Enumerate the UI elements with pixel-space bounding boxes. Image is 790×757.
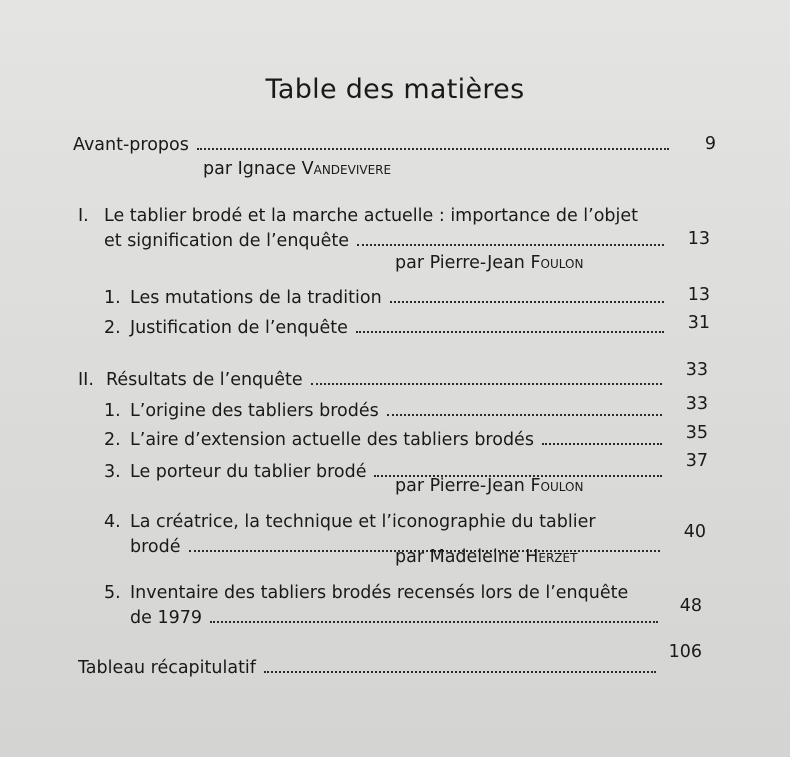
toc-entry-tableau[interactable]: [78, 657, 662, 679]
toc-entry-2-2[interactable]: [104, 429, 668, 451]
toc-entry-2-1[interactable]: [104, 400, 668, 422]
page-number: 37: [685, 451, 708, 471]
author-prefix: par Madeleine: [395, 547, 526, 567]
page-number: 33: [685, 394, 708, 414]
toc-entry-2-5[interactable]: [104, 582, 628, 604]
entry-label: L’origine des tabliers brodés: [130, 401, 379, 421]
item-number: 3.: [104, 462, 121, 482]
toc-entry-section-2[interactable]: [78, 369, 668, 391]
dot-leader: [210, 621, 658, 623]
dot-leader: [387, 414, 662, 416]
page-number: 40: [683, 522, 706, 542]
section-number: I.: [78, 206, 89, 226]
toc-entry-2-4[interactable]: [104, 511, 596, 533]
author-name: Foulon: [530, 476, 584, 496]
page-number: 13: [687, 229, 710, 249]
page-number: 48: [679, 596, 702, 616]
item-number: 4.: [104, 512, 121, 532]
author-name: Herzet: [525, 547, 578, 567]
dot-leader: [197, 148, 669, 150]
page-number: 13: [687, 285, 710, 305]
toc-entry-section-1[interactable]: [78, 205, 638, 227]
entry-label-line2: et signification de l’enquête: [104, 231, 349, 251]
entry-label: Justification de l’enquête: [130, 318, 348, 338]
entry-label-line2: de 1979: [130, 608, 202, 628]
entry-label-line1: La créatrice, la technique et l’iconographie du tablier: [130, 512, 596, 532]
item-number: 1.: [104, 401, 121, 421]
dot-leader: [356, 331, 664, 333]
item-number: 2.: [104, 318, 121, 338]
dot-leader: [311, 383, 662, 385]
entry-label: L’aire d’extension actuelle des tabliers brodés: [130, 430, 534, 450]
author-name: Vandevivere: [301, 159, 392, 179]
dot-leader: [357, 244, 664, 246]
item-number: 1.: [104, 288, 121, 308]
item-number: 5.: [104, 583, 121, 603]
section-number: II.: [78, 370, 94, 390]
entry-author: [395, 476, 583, 496]
entry-label: Avant-propos: [73, 135, 189, 155]
toc-entry-1-1[interactable]: [104, 287, 670, 309]
toc-entry-section-1-cont: [104, 230, 670, 252]
page-title: Table des matières: [265, 74, 525, 105]
author-name: Foulon: [530, 253, 584, 273]
dot-leader: [542, 443, 662, 445]
page-number: 35: [685, 423, 708, 443]
toc-entry-2-5-cont: [130, 607, 664, 629]
entry-author: [203, 159, 391, 179]
page-number: 31: [687, 313, 710, 333]
toc-entry-avant-propos[interactable]: [73, 134, 675, 156]
entry-label-line1: Le tablier brodé et la marche actuelle : importance de l’objet: [104, 206, 639, 226]
author-prefix: par Pierre-Jean: [395, 253, 531, 273]
item-number: 2.: [104, 430, 121, 450]
page-number: 33: [685, 360, 708, 380]
entry-label: Les mutations de la tradition: [130, 288, 382, 308]
entry-label-line2: brodé: [130, 537, 181, 557]
dot-leader: [390, 301, 664, 303]
page-number: 9: [704, 134, 716, 154]
entry-label-line1: Inventaire des tabliers brodés recensés lors de l’enquête: [130, 583, 629, 603]
entry-author: [395, 547, 577, 567]
author-prefix: par Ignace: [203, 159, 302, 179]
author-prefix: par Pierre-Jean: [395, 476, 531, 496]
entry-author: [395, 253, 583, 273]
toc-entry-1-2[interactable]: [104, 317, 670, 339]
entry-label: Le porteur du tablier brodé: [130, 462, 367, 482]
dot-leader: [264, 671, 656, 673]
page-number: 106: [668, 642, 702, 662]
entry-label: Tableau récapitulatif: [78, 658, 256, 678]
entry-label: Résultats de l’enquête: [106, 370, 303, 390]
